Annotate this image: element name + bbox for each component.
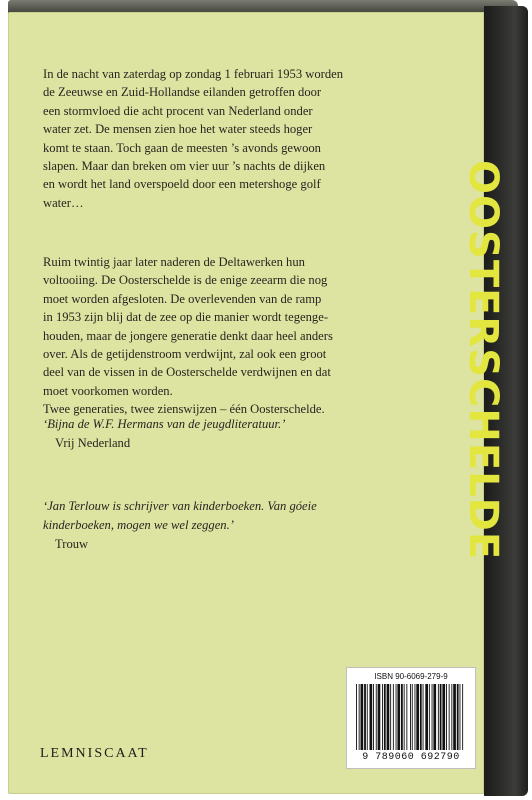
barcode-bar <box>384 684 386 750</box>
quote-text: ‘Jan Terlouw is schrijver van kinderboeken. Van góeie <box>43 499 317 513</box>
blurb-line: Twee generaties, twee zienswijzen – één Oosterschelde. <box>43 402 325 417</box>
barcode-bar <box>425 684 428 750</box>
blurb-line: Ruim twintig jaar later naderen de Deltawerken hun <box>43 255 305 269</box>
blurb-line: een stormvloed die acht procent van Nederland onder <box>43 103 313 118</box>
barcode-bar <box>367 684 368 750</box>
barcode-bar <box>440 684 442 750</box>
barcode-bar <box>460 684 461 750</box>
blurb-line: In de nacht van zaterdag op zondag 1 februari 1953 worden <box>43 67 344 81</box>
blurb-line: water… <box>43 195 84 210</box>
blurb-line: komt te staan. Toch gaan de meesten ’s avonds gewoon <box>43 140 321 155</box>
barcode-bar <box>451 684 452 750</box>
barcode-bar <box>406 684 407 750</box>
blurb-line: en wordt het land overspoeld door een metershoge golf <box>43 177 321 192</box>
isbn-text: ISBN 90-6069-279-9 <box>374 672 448 681</box>
barcode-bar <box>387 684 390 750</box>
barcode-bar <box>376 684 377 750</box>
barcode-bar <box>373 684 374 750</box>
barcode-bar <box>356 684 357 750</box>
blurb-line: deel van de vissen in de Oosterschelde verdwijnen en dat <box>43 365 331 380</box>
blurb-line: moet worden afgesloten. De overlevenden van de ramp <box>43 291 322 306</box>
spine-title: OOSTERSCHELDE <box>460 160 506 561</box>
barcode-bar <box>393 684 394 750</box>
barcode-bar <box>396 684 397 750</box>
barcode-bar <box>410 684 411 750</box>
blurb-line: houden, maar de jongere generatie denkt daar heel anders <box>43 328 333 343</box>
barcode-bar <box>429 684 430 750</box>
barcode-bar <box>378 684 381 750</box>
barcode-bar <box>359 684 360 750</box>
barcode-bar <box>423 684 424 750</box>
barcode-label <box>346 667 476 769</box>
barcode-bar <box>412 684 413 750</box>
blurb-line: slapen. Maar dan breken om vier uur ’s nachts de dijken <box>43 159 326 174</box>
barcode-bars <box>355 684 467 750</box>
barcode-bar <box>416 684 419 750</box>
blurb-line: over. Als de getijdenstroom verdwijnt, zal ook een groot <box>43 347 327 362</box>
review-quote-2 <box>43 497 463 554</box>
barcode-bar <box>390 684 391 750</box>
barcode-bar <box>433 684 436 750</box>
blurb-line: moet voorkomen worden. <box>43 383 173 398</box>
blurb-paragraph-1 <box>43 65 453 212</box>
blurb-line: in 1953 zijn blij dat de zee op die manier wordt tegenge- <box>43 310 329 325</box>
barcode-bar <box>442 684 445 750</box>
barcode-bar <box>382 684 383 750</box>
barcode-bar <box>457 684 459 750</box>
blurb-line: voltooiing. De Oosterschelde is de enige zeearm die nog <box>43 273 328 288</box>
blurb-line: water zet. De mensen zien hoe het water steeds hoger <box>43 122 313 137</box>
review-quote-1 <box>43 415 463 453</box>
quote-text: kinderboeken, mogen we wel zeggen.’ <box>43 518 234 532</box>
barcode-bar <box>415 684 416 750</box>
barcode-bar <box>370 684 373 750</box>
quote-source: Vrij Nederland <box>55 436 131 450</box>
barcode-bar <box>401 684 403 750</box>
barcode-bar <box>432 684 433 750</box>
barcode-bar <box>446 684 447 750</box>
barcode-bar <box>462 684 463 750</box>
publisher-name: LEMNISCAAT <box>40 746 149 761</box>
barcode-bar <box>438 684 439 750</box>
barcode-bar <box>453 684 456 750</box>
barcode-bar <box>361 684 364 750</box>
barcode-bar <box>420 684 422 750</box>
barcode-bar <box>397 684 400 750</box>
barcode-bar <box>404 684 405 750</box>
ean-digits: 9 789060 692790 <box>362 752 460 763</box>
quote-source: Trouw <box>55 537 89 551</box>
barcode-bar <box>364 684 366 750</box>
quote-text: ‘Bijna de W.F. Hermans van de jeugdliteratuur.’ <box>43 417 286 431</box>
blurb-line: de Zeeuwse en Zuid-Hollandse eilanden getroffen door <box>43 85 322 100</box>
barcode-bar <box>449 684 450 750</box>
blurb-paragraph-2 <box>43 253 453 419</box>
